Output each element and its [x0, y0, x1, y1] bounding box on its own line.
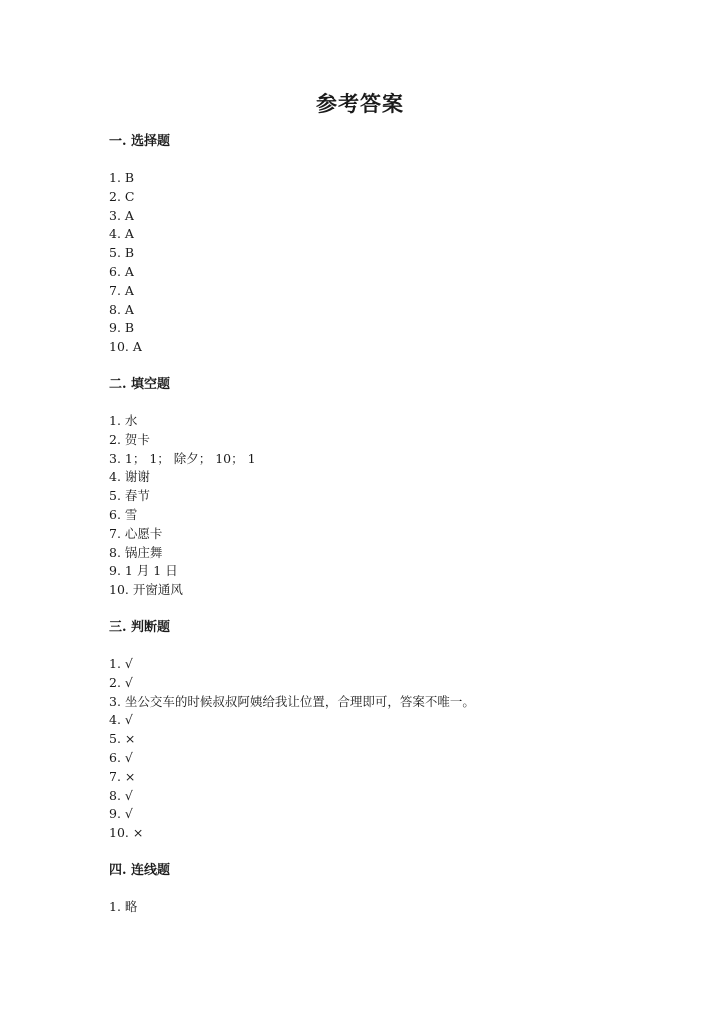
answer-item: 10. 开窗通风	[109, 582, 183, 598]
answer-item: 6. A	[109, 263, 134, 279]
section-heading: 二. 填空题	[109, 376, 171, 392]
answer-content	[109, 132, 669, 935]
section-heading: 三. 判断题	[109, 619, 171, 635]
answer-item: 1. B	[109, 170, 135, 185]
answer-item: 7. 心愿卡	[109, 525, 163, 541]
answer-item: 10. ×	[109, 825, 144, 841]
section-fill-in-blank	[109, 375, 669, 600]
section-heading: 四. 连线题	[109, 862, 171, 878]
page-title: 参考答案	[316, 91, 404, 116]
answer-item: 10. A	[109, 339, 142, 355]
answer-item: 7. A	[109, 282, 134, 298]
answer-item: 6. √	[109, 749, 133, 765]
answer-list	[109, 898, 669, 917]
answer-list	[109, 412, 669, 600]
answer-item: 5. B	[109, 245, 135, 261]
answer-item: 3. A	[109, 207, 134, 223]
answer-item: 1. √	[109, 655, 133, 671]
section-multiple-choice	[109, 132, 669, 357]
answer-item: 3. 坐公交车的时候叔叔阿姨给我让位置，合理即可，答案不唯一。	[109, 693, 475, 709]
answer-item: 5. ×	[109, 731, 136, 747]
answer-item: 7. ×	[109, 768, 136, 784]
answer-item: 4. 谢谢	[109, 469, 150, 485]
answer-item: 6. 雪	[109, 506, 138, 522]
answer-item: 4. A	[109, 226, 134, 242]
answer-item: 2. C	[109, 188, 135, 204]
section-matching	[109, 861, 669, 917]
answer-item: 9. √	[109, 806, 133, 822]
answer-item: 4. √	[109, 712, 133, 728]
answer-item: 8. A	[109, 301, 134, 317]
answer-item: 3. 1； 1； 除夕； 10； 1	[109, 450, 256, 466]
answer-item: 5. 春节	[109, 488, 150, 504]
section-heading: 一. 选择题	[109, 134, 171, 149]
answer-item: 8. 锅庄舞	[109, 544, 163, 560]
answer-item: 9. 1 月 1 日	[109, 563, 178, 579]
answer-item: 8. √	[109, 787, 133, 803]
answer-item: 2. √	[109, 674, 133, 690]
answer-list	[109, 655, 669, 843]
section-true-false	[109, 618, 669, 843]
answer-item: 1. 水	[109, 412, 138, 428]
answer-item: 2. 贺卡	[109, 431, 150, 447]
answer-list	[109, 169, 669, 357]
answer-item: 9. B	[109, 320, 135, 336]
answer-item: 1. 略	[109, 898, 138, 914]
